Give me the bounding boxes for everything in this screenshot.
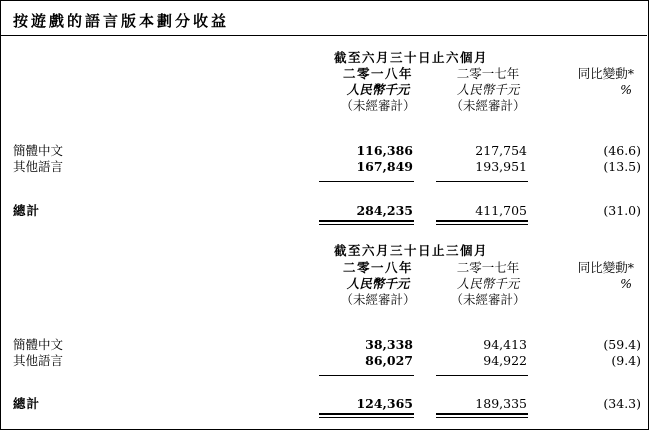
total-prior-value: 411,705: [475, 203, 527, 218]
change-header: 同比變動*: [577, 66, 634, 81]
row-label: 簡體中文: [13, 143, 64, 158]
subtotal-rule: [319, 375, 414, 376]
total-double-rule: [319, 224, 414, 225]
change-unit-header: %: [620, 82, 632, 97]
total-current-value: 124,365: [356, 396, 413, 411]
total-label: 總計: [13, 396, 41, 411]
total-double-rule: [319, 417, 414, 418]
current-unit-header: 人民幣千元: [346, 82, 410, 97]
title-divider: [0, 35, 647, 36]
total-current-value: 284,235: [356, 203, 413, 218]
total-double-rule: [436, 224, 528, 225]
total-double-rule: [436, 413, 528, 415]
current-year-header: 二零一八年: [342, 260, 414, 275]
subtotal-rule: [436, 375, 528, 376]
row-change-value: (46.6): [603, 143, 641, 158]
row-current-value: 38,338: [365, 337, 413, 352]
row-label: 其他語言: [13, 353, 64, 368]
row-prior-value: 94,922: [483, 353, 527, 368]
total-label: 總計: [13, 203, 41, 218]
current-note-header: （未經審計）: [340, 292, 416, 307]
current-year-header: 二零一八年: [342, 66, 414, 81]
period-header: 截至六月三十日止三個月: [333, 243, 489, 258]
row-current-value: 167,849: [356, 159, 413, 174]
total-double-rule: [319, 220, 414, 222]
row-change-value: (59.4): [603, 337, 641, 352]
subtotal-rule: [436, 181, 528, 182]
prior-year-header: 二零一七年: [456, 260, 520, 275]
current-note-header: （未經審計）: [340, 98, 416, 113]
total-prior-value: 189,335: [475, 396, 527, 411]
current-unit-header: 人民幣千元: [346, 276, 410, 291]
row-prior-value: 94,413: [483, 337, 527, 352]
total-double-rule: [436, 220, 528, 222]
prior-unit-header: 人民幣千元: [456, 276, 520, 291]
prior-year-header: 二零一七年: [456, 66, 520, 81]
page-title: 按遊戲的語言版本劃分收益: [13, 12, 230, 30]
subtotal-rule: [319, 181, 414, 182]
prior-note-header: （未經審計）: [450, 98, 526, 113]
prior-unit-header: 人民幣千元: [456, 82, 520, 97]
row-change-value: (9.4): [611, 353, 641, 368]
period-header: 截至六月三十日止六個月: [333, 50, 489, 65]
prior-note-header: （未經審計）: [450, 292, 526, 307]
row-current-value: 116,386: [356, 143, 413, 158]
row-change-value: (13.5): [603, 159, 641, 174]
total-double-rule: [319, 413, 414, 415]
change-header: 同比變動*: [577, 260, 634, 275]
row-label: 簡體中文: [13, 337, 64, 352]
row-prior-value: 217,754: [475, 143, 527, 158]
total-double-rule: [436, 417, 528, 418]
change-unit-header: %: [620, 276, 632, 291]
total-change-value: (31.0): [603, 203, 641, 218]
row-label: 其他語言: [13, 159, 64, 174]
row-prior-value: 193,951: [475, 159, 527, 174]
row-current-value: 86,027: [365, 353, 413, 368]
total-change-value: (34.3): [603, 396, 641, 411]
